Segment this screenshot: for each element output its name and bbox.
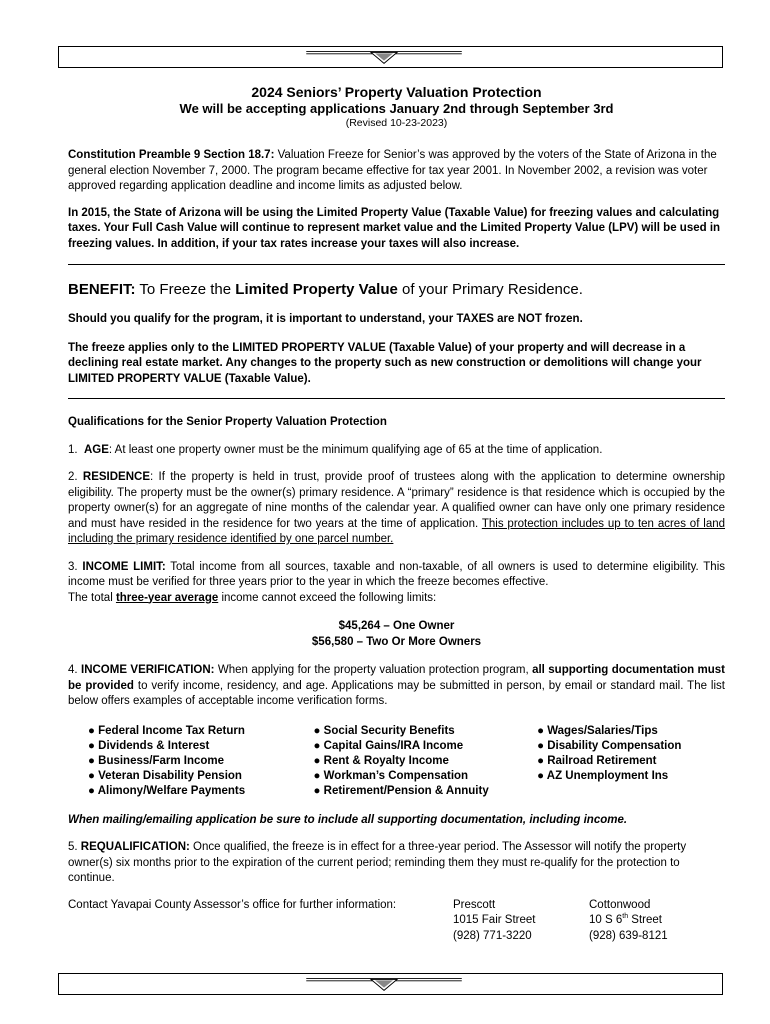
- intro-text: Valuation Freeze for Senior’s was approved by the voters of the State of Arizona in the general election November 7, 2000. The program became effective for tax year 2001. In November 2002, a revision was voter approved regarding application deadline and income limits as adjusted below.: [68, 149, 717, 192]
- income-limit-one-owner: $45,264 – One Owner: [338, 620, 455, 632]
- intro-paragraph: [68, 148, 725, 195]
- qualification-requalification: 5. REQUALIFICATION: Once qualified, the freeze is in effect for a three-year period. The Assessor will notify the property owner(s) six months prior to the expiration of the current period; reminding them they must re-qualify for the protection to continue.: [68, 841, 687, 884]
- document-subtitle: We will be accepting applications January 2nd through September 3rd: [179, 101, 614, 116]
- office-name: Cottonwood: [589, 898, 651, 911]
- qualification-residence: 2. RESIDENCE: If the property is held in trust, provide proof of trustees along with the application to determine ownership eligibility. The property must be the owner(s) primary residence. A “primary” residence is that residence which is occupied by the property owner(s) for an aggregate of nine months of the calendar year. A qualified owner can have only one primary residence and must have resided in the residence for two years at the time of application. This protection includes up to ten acres of land including the primary residence identified by one parcel number.: [68, 471, 726, 545]
- office-phone: (928) 771-3220: [453, 929, 532, 942]
- list-item: ● Veteran Disability Pension: [88, 769, 242, 782]
- qualifications-heading: Qualifications for the Senior Property Valuation Protection: [68, 416, 387, 428]
- qualification-income-limit: 3. INCOME LIMIT: Total income from all sources, taxable and non-taxable, of all owners is used to determine eligibility. This income must be verified for three years prior to the year in which the freeze becomes effective.: [68, 560, 725, 588]
- office-address: 1015 Fair Street: [453, 914, 536, 926]
- contact-info: [68, 898, 725, 945]
- qualification-age: 1. AGE: At least one property owner must be the minimum qualifying age of 65 at the time of application.: [68, 443, 603, 456]
- mailing-note: When mailing/emailing application be sure to include all supporting documentation, including income.: [68, 813, 628, 826]
- frame-ornament-icon: [59, 974, 722, 994]
- income-forms-column: [314, 724, 538, 799]
- contact-label: Contact Yavapai County Assessor’s office for further information:: [68, 898, 397, 911]
- list-item: ● Dividends & Interest: [88, 739, 210, 752]
- qualification-income-verification: 4. INCOME VERIFICATION: When applying for the property valuation protection program, all supporting documentation must be provided to verify income, residency, and age. Applications may be submitted in person, by email or standard mail. The list below offers examples of acceptable income verification forms.: [68, 664, 725, 707]
- taxes-not-frozen-note: Should you qualify for the program, it is important to understand, your TAXES are NOT frozen.: [68, 313, 583, 325]
- list-item: ● Alimony/Welfare Payments: [88, 784, 246, 797]
- office-name: Prescott: [453, 898, 496, 911]
- income-limit-average: The total three-year average income cannot exceed the following limits:: [68, 591, 437, 604]
- list-item: ● Capital Gains/IRA Income: [313, 739, 464, 752]
- bottom-decorative-frame: [58, 973, 723, 995]
- prescott-office: [453, 898, 589, 945]
- list-item: ● Federal Income Tax Return: [88, 724, 245, 737]
- document-title: 2024 Seniors’ Property Valuation Protection: [251, 84, 542, 100]
- lpv-paragraph: In 2015, the State of Arizona will be using the Limited Property Value (Taxable Value) for freezing values and calculating taxes. Your Full Cash Value will continue to represent market value and the Limited Property Value (LPV) will be used in freezing values. In addition, if your tax rates increase your taxes will also increase.: [68, 206, 721, 250]
- revision-date: (Revised 10-23-2023): [345, 117, 448, 129]
- office-phone: (928) 639-8121: [589, 929, 668, 942]
- list-item: ● Disability Compensation: [537, 739, 682, 752]
- list-item: ● Business/Farm Income: [88, 754, 225, 767]
- income-forms-column: [537, 724, 725, 799]
- list-item: ● Retirement/Pension & Annuity: [313, 784, 489, 797]
- list-item: ● Railroad Retirement: [537, 754, 657, 767]
- list-item: ● Wages/Salaries/Tips: [537, 724, 658, 737]
- list-item: ● Workman’s Compensation: [313, 769, 469, 782]
- divider: [68, 398, 725, 399]
- income-limit-two-owners: $56,580 – Two Or More Owners: [311, 635, 482, 648]
- divider: [68, 264, 725, 265]
- freeze-applies-note: The freeze applies only to the LIMITED PROPERTY VALUE (Taxable Value) of your property and will decrease in a declining real estate market. Any changes to the property such as new construction or demolitions will change your LIMITED PROPERTY VALUE (Taxable Value).: [68, 341, 702, 385]
- frame-ornament-icon: [59, 47, 722, 67]
- income-forms-column: [88, 724, 314, 799]
- intro-lead: Constitution Preamble 9 Section 18.7:: [68, 149, 275, 161]
- benefit-label: BENEFIT:: [68, 281, 136, 298]
- document-body: [68, 84, 725, 944]
- cottonwood-office: [589, 898, 668, 945]
- list-item: ● Social Security Benefits: [313, 724, 455, 737]
- top-decorative-frame: [58, 46, 723, 68]
- benefit-statement: BENEFIT: To Freeze the Limited Property Value of your Primary Residence.: [68, 281, 583, 298]
- list-item: ● Rent & Royalty Income: [313, 754, 449, 767]
- income-forms-list: [88, 724, 725, 799]
- list-item: ● AZ Unemployment Ins: [537, 769, 669, 782]
- office-address: 10 S 6th Street: [589, 913, 662, 926]
